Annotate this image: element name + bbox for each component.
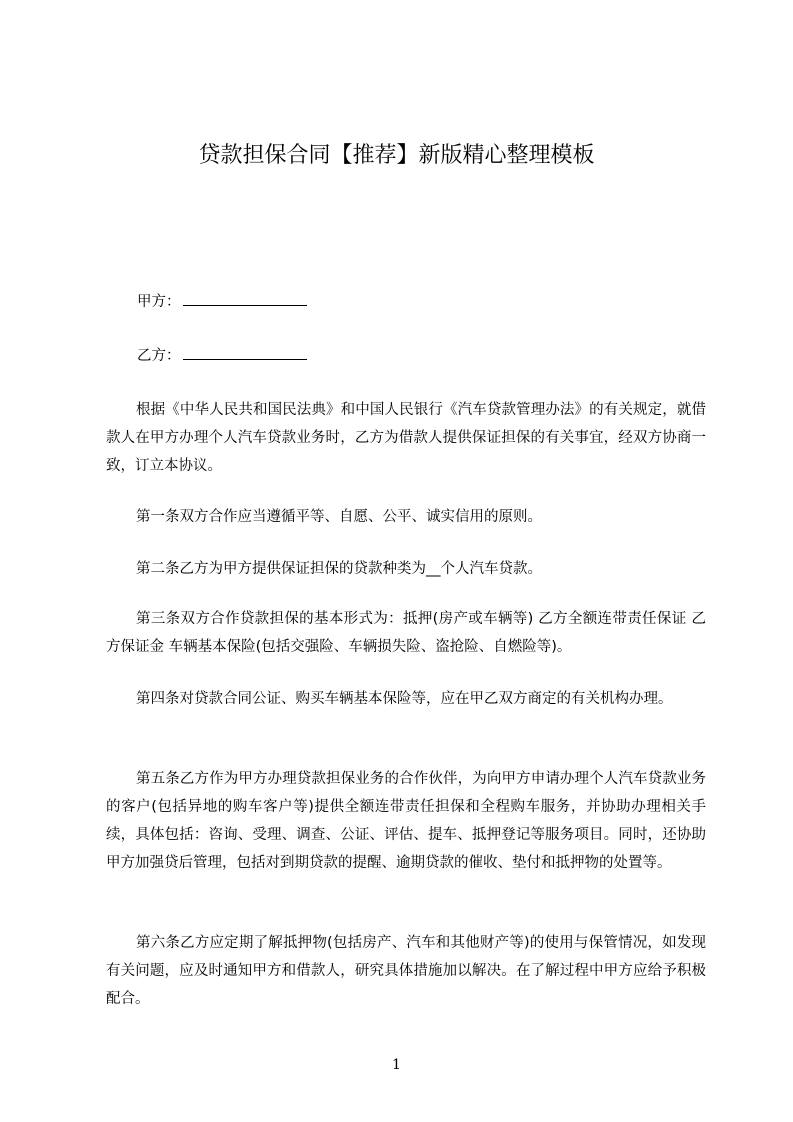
paragraph-article-4: 第四条对贷款合同公证、购买车辆基本保险等，应在甲乙双方商定的有关机构办理。 bbox=[136, 691, 673, 707]
paragraph-article-2: 第二条乙方为甲方提供保证担保的贷款种类为__个人汽车贷款。 bbox=[136, 561, 542, 577]
party-a-line bbox=[137, 291, 307, 312]
party-a-label: 甲方： bbox=[137, 294, 181, 310]
paragraph-preamble: 根据《中华人民共和国民法典》和中国人民银行《汽车贷款管理办法》的有关规定，就借款人在甲方办理个人汽车贷款业务时，乙方为借款人提供保证担保的有关事宜，经双方协商一致，订立本协议。 bbox=[106, 402, 706, 474]
document-title: 贷款担保合同【推荐】新版精心整理模板 bbox=[198, 143, 595, 168]
party-b-line bbox=[137, 345, 307, 366]
paragraph-article-3: 第三条双方合作贷款担保的基本形式为：抵押(房产或车辆等) 乙方全额连带责任保证 乙方保证金 车辆基本保险(包括交强险、车辆损失险、盗抢险、自燃险等)。 bbox=[106, 611, 706, 655]
paragraph-article-1: 第一条双方合作应当遵循平等、自愿、公平、诚实信用的原则。 bbox=[136, 509, 542, 525]
page-number: 1 bbox=[392, 1057, 401, 1073]
party-b-label: 乙方： bbox=[137, 348, 181, 364]
party-a-blank bbox=[183, 291, 307, 306]
paragraph-article-5: 第五条乙方作为甲方办理贷款担保业务的合作伙伴，为向甲方申请办理个人汽车贷款业务的客户(包括异地的购车客户等)提供全额连带责任担保和全程购车服务，并协助办理相关手续，具体包括：咨询、受理、调查、公证、评估、提车、抵押登记等服务项目。同时，还协助甲方加强贷后管理，包括对到期贷款的提醒、逾期贷款的催收、垫付和抵押物的处置等。 bbox=[106, 771, 706, 871]
party-b-blank bbox=[183, 345, 307, 360]
paragraph-article-6: 第六条乙方应定期了解抵押物(包括房产、汽车和其他财产等)的使用与保管情况，如发现有关问题，应及时通知甲方和借款人，研究具体措施加以解决。在了解过程中甲方应给予积极配合。 bbox=[106, 935, 706, 1007]
